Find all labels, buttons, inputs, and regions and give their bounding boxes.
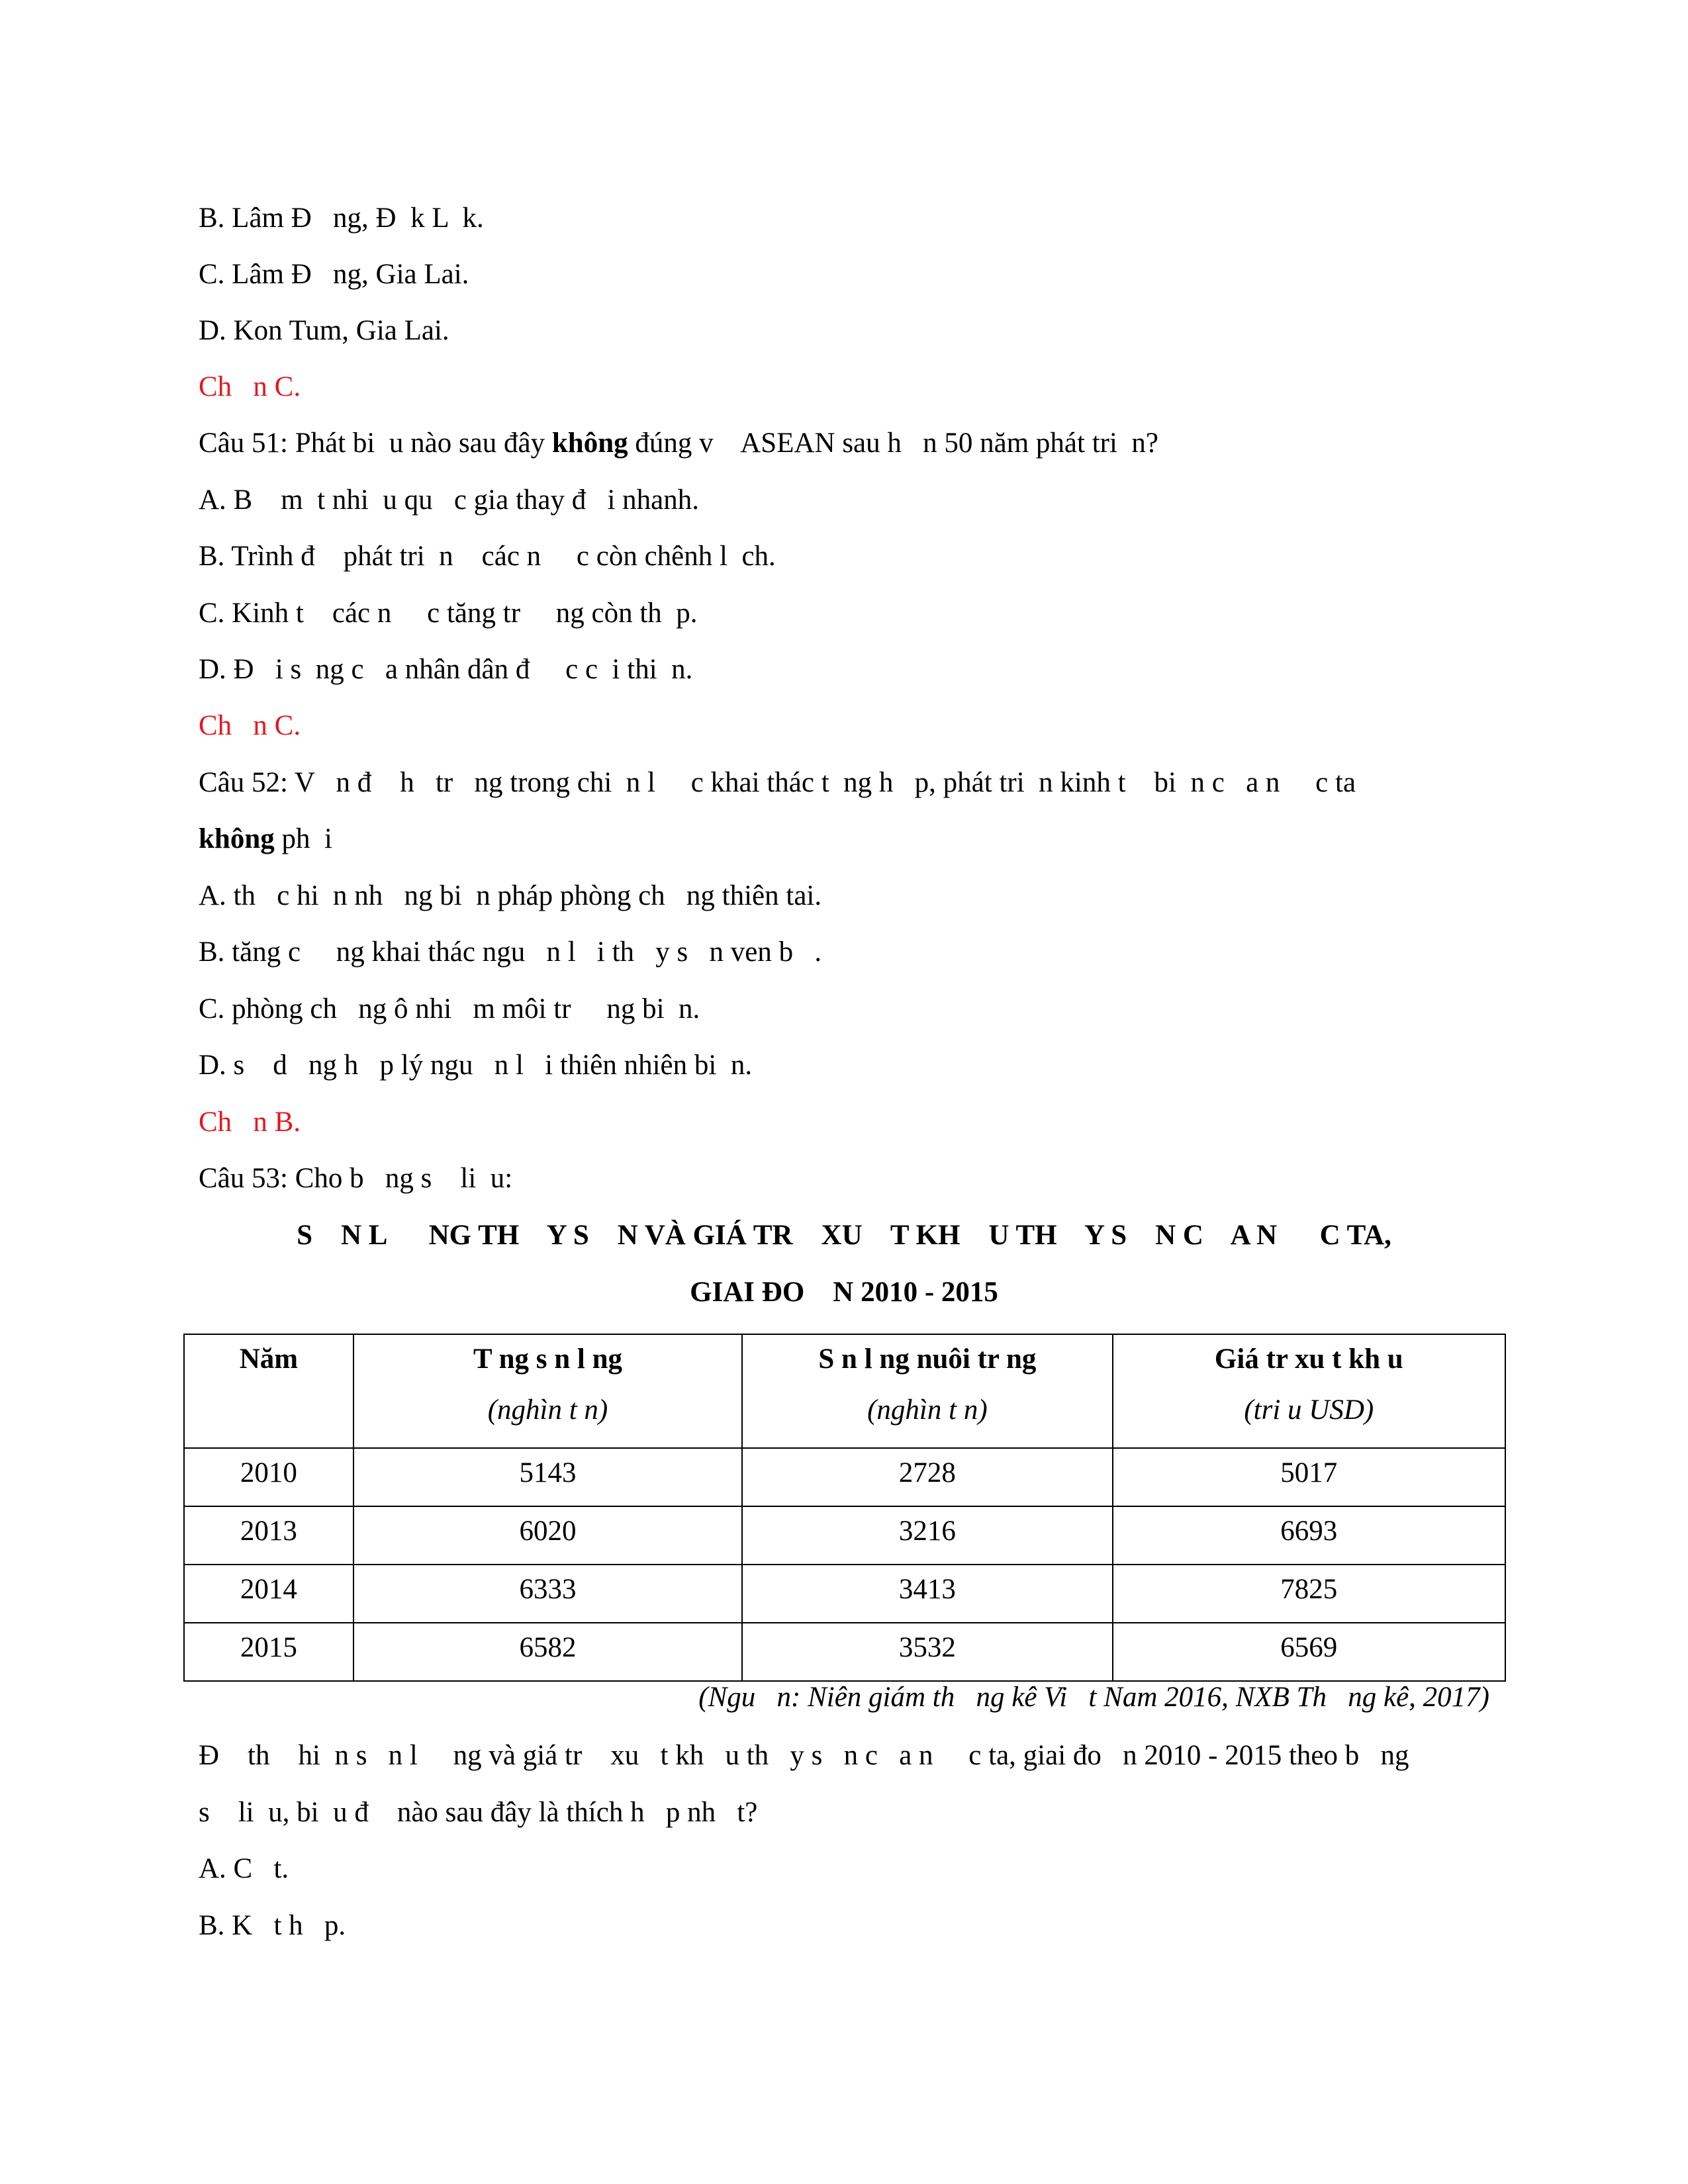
header-cell: S n l ng nuôi tr ng (nghìn t n) xyxy=(742,1334,1112,1448)
question-53-intro: Câu 53: Cho b ng s li u: xyxy=(199,1163,513,1194)
answer-line: Ch n C. xyxy=(199,710,301,741)
bold-word: không xyxy=(199,823,275,854)
table-source: (Ngu n: Niên giám th ng kê Vi t Nam 2016, NXB Th ng kê, 2017) xyxy=(698,1682,1489,1713)
question-53-prompt-line1: Đ th hi n s n l ng và giá tr xu t kh u th y s n c a n c ta, giai đo n 2010 - 2015 theo b ng xyxy=(199,1740,1409,1771)
option-line: A. C t. xyxy=(199,1853,289,1884)
table-cell: 3413 xyxy=(742,1565,1112,1623)
option-line: B. tăng c ng khai thác ngu n l i th y s n ven b . xyxy=(199,936,822,968)
option-line: C. Kinh t các n c tăng tr ng còn th p. xyxy=(199,598,698,629)
option-line: C. phòng ch ng ô nhi m môi tr ng bi n. xyxy=(199,993,700,1024)
table-cell: 3216 xyxy=(742,1506,1112,1565)
table-cell: 5017 xyxy=(1113,1448,1505,1506)
table-cell: 5143 xyxy=(353,1448,742,1506)
option-line: D. s d ng h p lý ngu n l i thiên nhiên bi n. xyxy=(199,1050,753,1081)
table-header-row xyxy=(184,1334,1505,1448)
header-cell: Giá tr xu t kh u (tri u USD) xyxy=(1113,1334,1505,1448)
bold-word: không xyxy=(551,428,628,459)
header-cell: T ng s n l ng (nghìn t n) xyxy=(353,1334,742,1448)
option-line: D. Đ i s ng c a nhân dân đ c c i thi n. xyxy=(199,654,693,685)
header-cell: Năm xyxy=(184,1334,353,1448)
table-cell: 6569 xyxy=(1113,1623,1505,1681)
table-row xyxy=(184,1623,1505,1681)
option-line: A. th c hi n nh ng bi n pháp phòng ch ng thiên tai. xyxy=(199,880,822,911)
table-cell: 6020 xyxy=(353,1506,742,1565)
table-cell: 6582 xyxy=(353,1623,742,1681)
table-cell: 7825 xyxy=(1113,1565,1505,1623)
table-cell: 2015 xyxy=(184,1623,353,1681)
answer-line: Ch n C. xyxy=(199,371,301,402)
option-line: B. Lâm Đ ng, Đ k L k. xyxy=(199,203,484,234)
table-row xyxy=(184,1565,1505,1623)
option-line: C. Lâm Đ ng, Gia Lai. xyxy=(199,259,469,290)
option-line: A. B m t nhi u qu c gia thay đ i nhanh. xyxy=(199,484,700,516)
question-51 xyxy=(199,425,1158,462)
option-line: D. Kon Tum, Gia Lai. xyxy=(199,315,449,346)
option-line: B. K t h p. xyxy=(199,1910,346,1941)
table-cell: 3532 xyxy=(742,1623,1112,1681)
table-cell: 2010 xyxy=(184,1448,353,1506)
table-cell: 2014 xyxy=(184,1565,353,1623)
table-cell: 2728 xyxy=(742,1448,1112,1506)
question-53-prompt-line2: s li u, bi u đ nào sau đây là thích h p nh t? xyxy=(199,1797,758,1828)
table-cell: 2013 xyxy=(184,1506,353,1565)
table-row xyxy=(184,1506,1505,1565)
question-text: đúng v ASEAN sau h n 50 năm phát tri n? xyxy=(628,428,1159,459)
question-52-line1: Câu 52: V n đ h tr ng trong chi n l c khai thác t ng h p, phát tri n kinh t bi n c a n c ta xyxy=(199,767,1356,798)
answer-line: Ch n B. xyxy=(199,1107,301,1138)
data-table xyxy=(183,1334,1506,1682)
question-52-line2 xyxy=(199,821,332,858)
table-title-line2: GIAI ĐO N 2010 - 2015 xyxy=(690,1277,998,1308)
table-cell: 6333 xyxy=(353,1565,742,1623)
option-line: B. Trình đ phát tri n các n c còn chênh l ch. xyxy=(199,541,776,572)
table-row xyxy=(184,1448,1505,1506)
question-text: ph i xyxy=(274,823,332,854)
table-cell: 6693 xyxy=(1113,1506,1505,1565)
table-title-line1: S N L NG TH Y S N VÀ GIÁ TR XU T KH U TH Y S N C A N C TA, xyxy=(297,1220,1391,1251)
question-text: Câu 51: Phát bi u nào sau đây xyxy=(199,428,552,459)
